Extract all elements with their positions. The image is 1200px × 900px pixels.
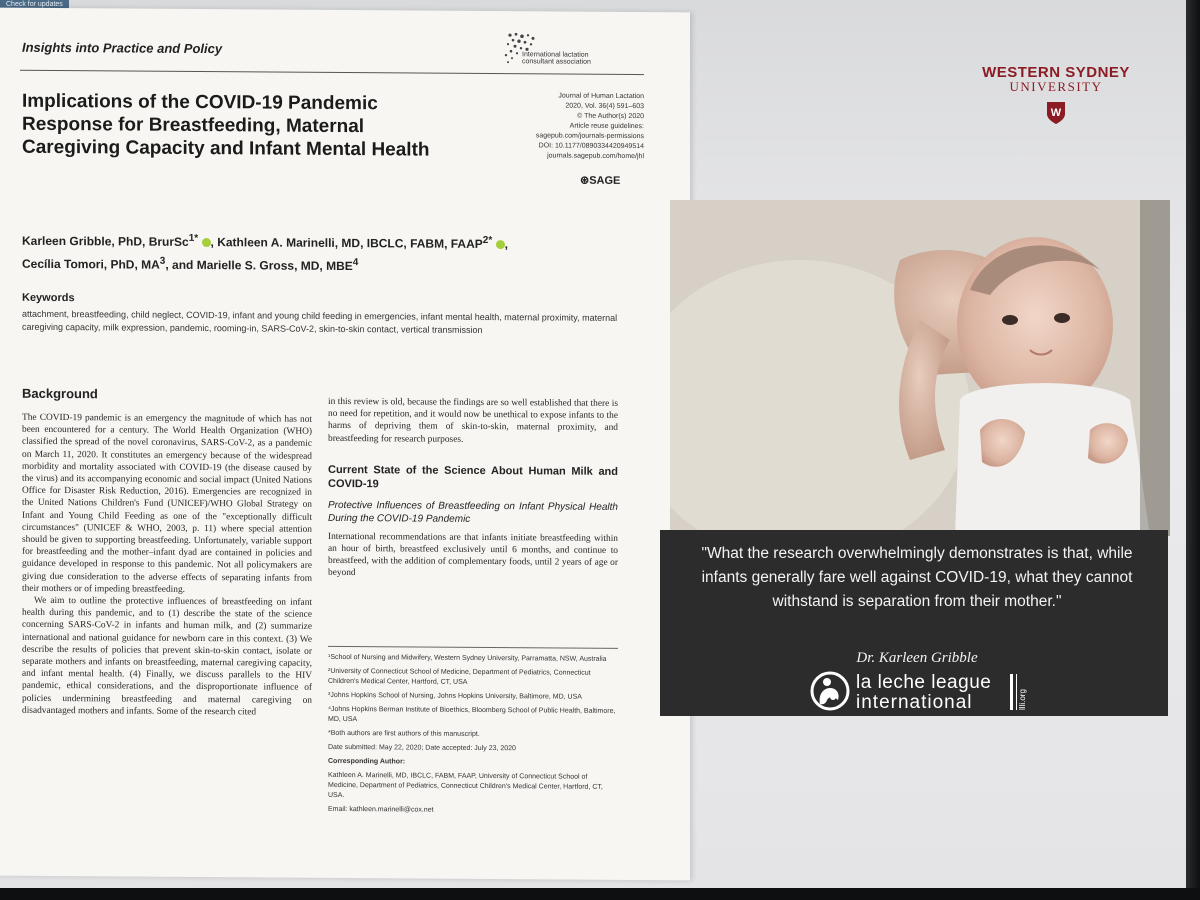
sage-mark-icon: ⊛	[580, 174, 590, 187]
lll-url: llli.org	[1018, 689, 1027, 710]
wsu-shield-icon	[1046, 101, 1066, 125]
body-paragraph: International recommendations are that infants initiate breastfeeding within an hour of birth, breastfeed exclusively until 6 months, and continue to breastfeed, with the addition of complementary foods, until 2 years of age or beyond	[328, 531, 618, 579]
journal-meta-line: sagepub.com/journals-permissions	[535, 132, 644, 141]
body-paragraph: The COVID-19 pandemic is an emergency the magnitude of which has not been encountered for a century. The World Health Organization (WHO) classified the spread of the novel coronavirus, SARS-CoV-2, as a pandemic on March 11, 2020. It constitutes an emergency because of the widespread morbidity and mortality associated with COVID-19 (the disease caused by the virus) and its accompanying economic and social impact (United Nations Office for Disaster Risk Reduction, 2016). Emergencies are recognized in the United Nations Children's Fund (UNICEF)/WHO Global Strategy on Infant and Young Child Feeding as one of the "exceptionally difficult circumstances" (UNICEF & WHO, 2003, p. 11) where special attention should be given to supporting breastfeeding. Unfortunately, variable support for breastfeeding and the mother–infant dyad are contained in policies and guidance developed in response to this pandemic. Not all policymakers are giving due consideration to the adverse effects of separating infants from their mothers or of impeding breastfeeding.	[22, 412, 312, 595]
journal-meta-line: journals.sagepub.com/home/jhl	[547, 152, 644, 161]
footnote: ¹School of Nursing and Midwifery, Western Sydney University, Parramatta, NSW, Australia	[328, 653, 607, 663]
lll-name-line2: international	[856, 692, 973, 713]
body-paragraph: in this review is old, because the findings are so well established that there is no need for repetition, and it would now be unethical to expose infants to the harms of depriving them of skin-to-skin, maternal proximity, and breastfeeding for research purposes.	[328, 396, 618, 445]
ilca-logo-text: International lactation consultant association	[522, 51, 591, 66]
author-list: Karleen Gribble, PhD, BrurSc$^{1*}$ , Kathleen A. Marinelli, MD, IBCLC, FABM, $FAAP^{2*}$ , Cecília Tomori, PhD, $MA^3$, and Marielle S. Gross, MD, MBE$^4$	[22, 232, 508, 274]
footnote: ²University of Connecticut School of Medicine, Department of Pediatrics, Connecticut Children's Medical Center, Hartford, CT, USA	[328, 667, 591, 686]
wsu-university: UNIVERSITY	[1009, 79, 1103, 94]
footnote: ⁴Johns Hopkins Berman Institute of Bioethics, Bloomberg School of Public Health, Baltimore, MD, USA	[328, 705, 616, 724]
journal-meta-line: © The Author(s) 2020	[577, 112, 644, 121]
corresponding-heading: Corresponding Author:	[328, 757, 406, 766]
monitor-bezel	[0, 888, 1200, 900]
footnote: ³Johns Hopkins School of Nursing, Johns Hopkins University, Baltimore, MD, USA	[328, 691, 582, 701]
section-heading: Current State of the Science About Human Milk and COVID-19	[328, 463, 618, 491]
background-heading: Background	[22, 385, 98, 402]
baby-illustration	[670, 200, 1170, 536]
sage-logo-text: SAGE	[589, 174, 621, 187]
wsu-name: WESTERN SYDNEY	[982, 64, 1130, 81]
left-column	[22, 412, 312, 719]
subsection-heading: Protective Influences of Breastfeeding on Infant Physical Health During the COVID-19 Pandemic	[328, 499, 618, 525]
journal-meta-line: 2020, Vol. 36(4) 591–603	[565, 102, 644, 111]
wsu-logo	[968, 64, 1144, 125]
check-for-updates-button[interactable]: Check for updates	[0, 0, 69, 10]
corresponding-text: Kathleen A. Marinelli, MD, IBCLC, FABM, FAAP, University of Connecticut School of Medicine, Department of Pediatrics, Connecticut Children's Medical Center, Hartford, CT, USA.	[328, 771, 603, 800]
lll-divider	[1010, 674, 1013, 710]
quote-text: "What the research overwhelmingly demonstrates is that, while infants generally fare well against COVID-19, what they cannot withstand is separation from their mother."	[701, 545, 1133, 610]
author-affiliation: 3	[159, 255, 166, 267]
la-leche-league-logo	[810, 670, 1050, 714]
quote-author: Dr. Karleen Gribble	[856, 650, 978, 666]
author-name: Karleen Gribble, PhD, BrurSc	[22, 233, 189, 249]
quote-box	[660, 530, 1168, 716]
author-affiliation: 4	[352, 257, 359, 269]
baby-photo	[670, 200, 1170, 536]
footnote: Date submitted: May 22, 2020; Date accepted: July 23, 2020	[328, 743, 516, 753]
keywords-heading: Keywords	[22, 291, 75, 305]
journal-meta-line: DOI: 10.1177/0890334420949514	[538, 142, 644, 151]
orcid-icon[interactable]	[202, 238, 211, 247]
journal-meta-line: Journal of Human Lactation	[558, 92, 644, 101]
article-title: Implications of the COVID-19 Pandemic Response for Breastfeeding, Maternal Caregiving Capacity and Infant Mental Health	[22, 90, 430, 161]
journal-meta-line: Article reuse guidelines:	[569, 122, 644, 131]
wsu-shield-letter: W	[1050, 107, 1062, 119]
journal-meta	[494, 91, 644, 162]
author-name: Cecília Tomori, PhD, MA	[22, 256, 160, 272]
right-column	[328, 396, 618, 582]
lll-divider	[1016, 674, 1017, 710]
footnote: *Both authors are first authors of this manuscript.	[328, 729, 480, 738]
footnotes	[328, 646, 618, 821]
monitor-bezel	[1186, 0, 1200, 900]
keywords-text: attachment, breastfeeding, child neglect, COVID-19, infant and young child feeding in emergencies, infant mental health, maternal proximity, maternal caregiving capacity, milk expression, pandemic, rooming-in, SARS-CoV-2, skin-to-skin contact, vertical transmission	[22, 308, 618, 335]
mother-child-icon	[810, 670, 850, 712]
author-name: Kathleen A. Marinelli, MD, IBCLC, FABM, FAAP	[217, 235, 483, 251]
corresponding-email[interactable]: Email: kathleen.marinelli@cox.net	[328, 805, 434, 814]
journal-article-page	[0, 8, 690, 881]
section-tag: Insights into Practice and Policy	[22, 39, 223, 57]
body-paragraph: We aim to outline the protective influences of breastfeeding on infant health during this pandemic, and to (1) describe the state of the science concerning SARS-CoV-2 in infants and human milk, and (2) summarize international and national guidance for newborn care in this context. (3) We describe the results of policies that prevent skin-to-skin contact, isolate or separate mothers and infants on breastfeeding, maternal caregiving capacity, and infant mental health. (4) Finally, we discuss parallels to the HIV pandemic, ethical considerations, and the disproportionate influence of policies undermining breastfeeding and maternal caregiving on disadvantaged mothers and infants. Some of the research cited	[22, 595, 312, 718]
sage-logo	[580, 174, 620, 187]
author-affiliation: 2*	[482, 234, 493, 247]
orcid-icon[interactable]	[496, 240, 505, 249]
author-affiliation: 1*	[188, 232, 199, 244]
lll-name-line1: la leche league	[856, 672, 992, 693]
author-name: Marielle S. Gross, MD, MBE	[196, 257, 353, 274]
